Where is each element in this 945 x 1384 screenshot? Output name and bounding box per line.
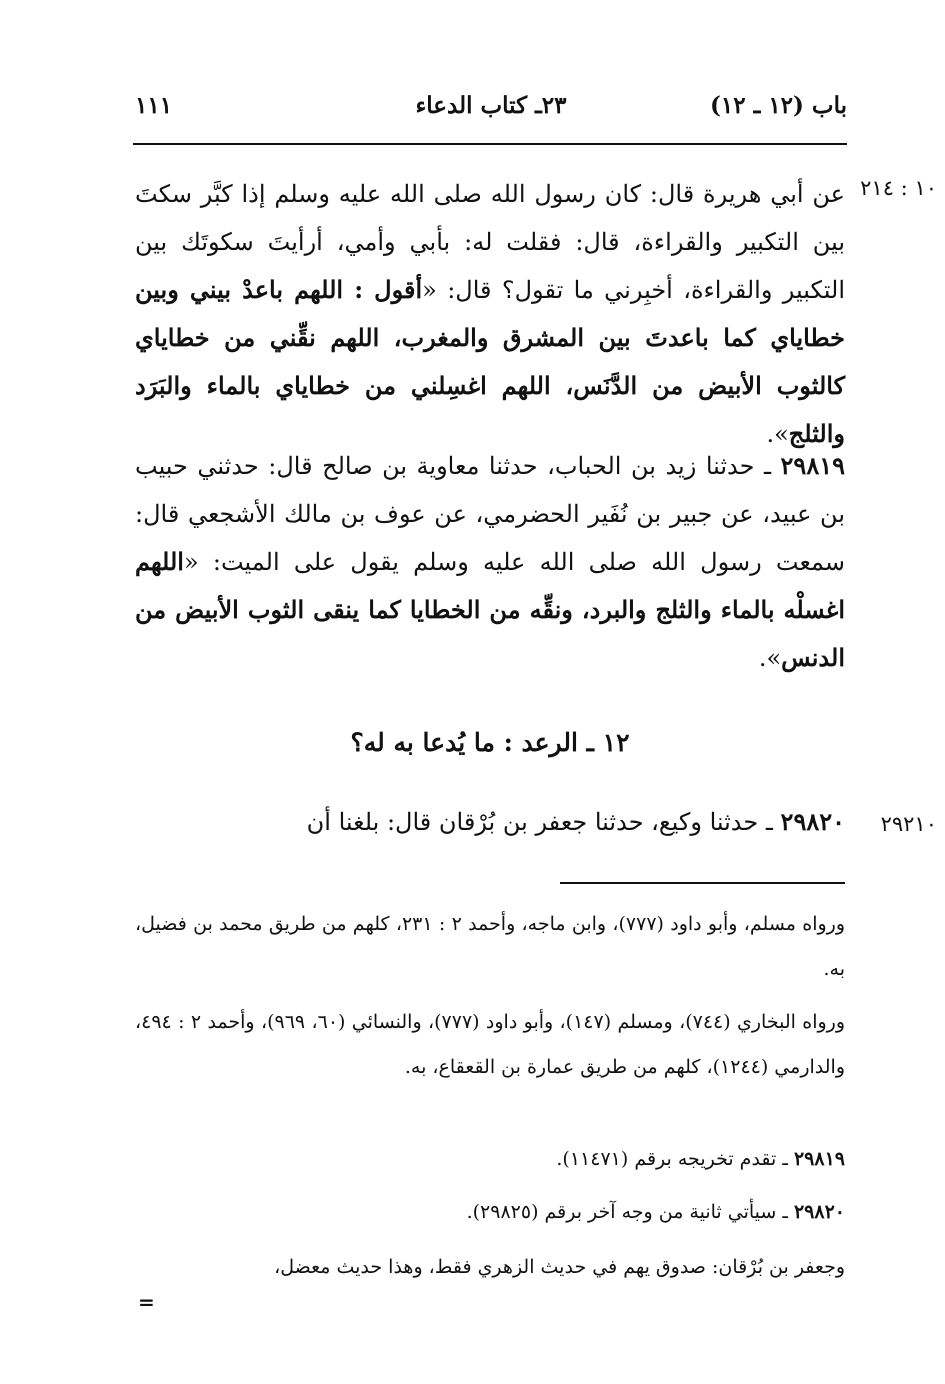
hadith-paragraph-3: [135, 798, 845, 846]
footnote-4: [135, 1190, 845, 1235]
header-rule: [133, 143, 847, 145]
hadith-3-separator: ـ: [758, 808, 781, 836]
hadith-1-intro: عن أبي هريرة قال: كان رسول الله صلى الله عليه وسلم إذا كبَّر سكتَ بين التكبير والقراءة، قال: فقلت له: بأبي وأمي، أرأيتَ سكوتَك بين التكبير والقراءة، أخبِرني ما تقول؟ قال: «: [135, 180, 846, 304]
hadith-2-end: ».: [758, 644, 782, 672]
hadith-1-quote: أقول : اللهم باعدْ بيني وبين خطاياي كما باعدتَ بين المشرق والمغرب، اللهم نقِّني من خطاياي كالثوب الأبيض من الدَّنَس، اللهم اغسِلني من خطاياي بالماء والبَرَد والثلج: [135, 275, 845, 448]
footnote-3-text: ـ تقدم تخريجه برقم (١١٤٧١).: [556, 1148, 794, 1170]
hadith-3-text: حدثنا وكيع، حدثنا جعفر بن بُرْقان قال: بلغنا أن: [306, 808, 759, 836]
footnote-1: ورواه مسلم، وأبو داود (٧٧٧)، وابن ماجه، وأحمد ٢ : ٢٣١، كلهم من طريق محمد بن فضيل، به.: [135, 913, 845, 980]
chapter-reference: باب (١٢ ـ ١٢): [709, 92, 847, 119]
footnote-5: وجعفر بن بُرْقان: صدوق يهم في حديث الزهري فقط، وهذا حديث معضل،: [274, 1256, 845, 1278]
hadith-paragraph-1: [135, 170, 845, 458]
hadith-2-number: ٢٩٨١٩: [780, 451, 845, 480]
hadith-2-quote: اللهم اغسلْه بالماء والثلج والبرد، ونقِّه من الخطايا كما ينقى الثوب الأبيض من الدنس: [135, 547, 845, 672]
hadith-paragraph-2: [135, 442, 845, 682]
hadith-2-separator: ـ: [754, 452, 781, 480]
footnote-3-number: ٢٩٨١٩: [793, 1148, 845, 1170]
footnote-3: [135, 1137, 845, 1182]
page-number: ١١١: [135, 92, 173, 119]
section-heading: ١٢ ـ الرعد : ما يُدعا به له؟: [350, 728, 630, 757]
running-header: [135, 88, 847, 128]
footnote-4-text: ـ سيأتي ثانية من وجه آخر برقم (٢٩٨٢٥).: [466, 1201, 794, 1223]
margin-reference-1: ١٠ : ٢١٤: [860, 176, 937, 200]
margin-reference-2: ٢٩٢١٠: [880, 812, 937, 836]
footnote-4-number: ٢٩٨٢٠: [793, 1201, 845, 1223]
footnote-rule: [560, 882, 845, 884]
hadith-2-intro: حدثنا زيد بن الحباب، حدثنا معاوية بن صالح قال: حدثني حبيب بن عبيد، عن جبير بن نُفَير الحضرمي، عن عوف بن مالك الأشجعي قال: سمعت رسول الله صلى الله عليه وسلم يقول على الميت: «: [135, 452, 845, 576]
hadith-1-end: ».: [766, 420, 789, 448]
footnote-2: ورواه البخاري (٧٤٤)، ومسلم (١٤٧)، وأبو داود (٧٧٧)، والنسائي (٦٠، ٩٦٩)، وأحمد ٢ : ٤٩٤، والدارمي (١٢٤٤)، كلهم من طريق عمارة بن القعقاع، به.: [135, 1011, 846, 1078]
book-title: ٢٣ـ كتاب الدعاء: [415, 92, 567, 119]
continuation-mark: =: [138, 1290, 155, 1314]
hadith-3-number: ٢٩٨٢٠: [780, 807, 845, 836]
